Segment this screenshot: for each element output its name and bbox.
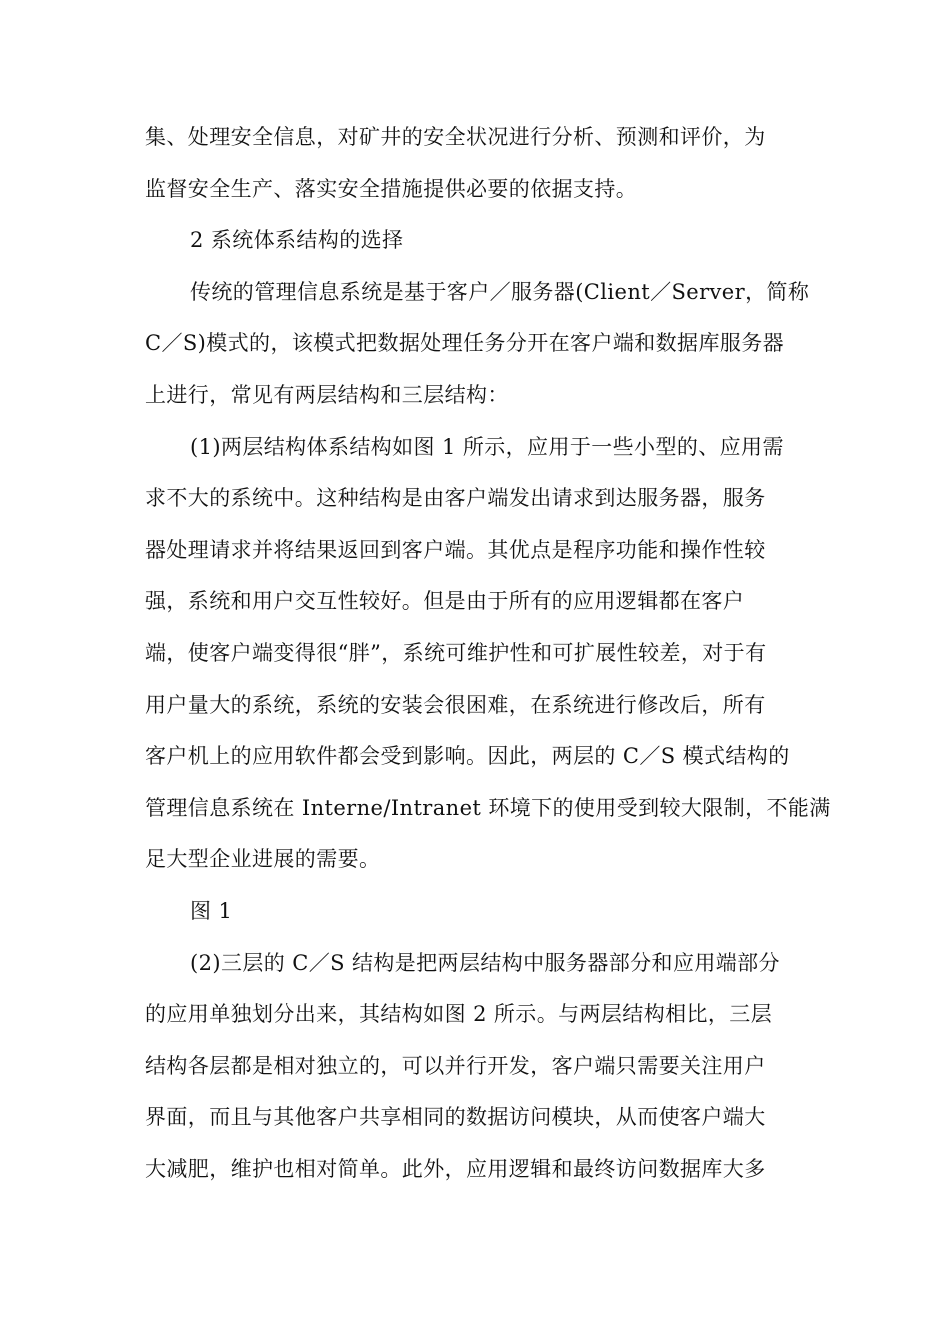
text-line: 器处理请求并将结果返回到客户端。其优点是程序功能和操作性较 (145, 537, 766, 562)
paragraph-cs-intro (145, 267, 810, 422)
text-line: 求不大的系统中。这种结构是由客户端发出请求到达服务器，服务 (145, 486, 766, 511)
text-line: 监督安全生产、落实安全措施提供必要的依据支持。 (145, 176, 638, 201)
text-line: 图 1 (190, 898, 233, 923)
document-body (145, 112, 831, 1195)
text-line: 用户量大的系统，系统的安装会很困难，在系统进行修改后，所有 (145, 692, 766, 717)
text-line: (2)三层的 C／S 结构是把两层结构中服务器部分和应用端部分 (190, 950, 780, 975)
text-line: 足大型企业进展的需要。 (145, 847, 381, 872)
text-line: 结构各层都是相对独立的，可以并行开发，客户端只需要关注用户 (145, 1053, 766, 1078)
text-line: 界面，而且与其他客户共享相同的数据访问模块，从而使客户端大 (145, 1105, 766, 1130)
paragraph-figure-1-caption (145, 886, 807, 938)
text-line: 集、处理安全信息，对矿井的安全状况进行分析、预测和评价，为 (145, 125, 766, 149)
text-line: 客户机上的应用软件都会受到影响。因此，两层的 C／S 模式结构的 (145, 744, 790, 769)
paragraph-two-tier (145, 422, 831, 886)
paragraph-three-tier (145, 938, 807, 1196)
text-line: 传统的管理信息系统是基于客户／服务器(Client／Server，简称 (190, 279, 810, 304)
paragraph-section-heading (145, 215, 807, 267)
text-line: C／S)模式的，该模式把数据处理任务分开在客户端和数据库服务器 (145, 331, 785, 356)
text-line: 端，使客户端变得很“胖”，系统可维护性和可扩展性较差，对于有 (145, 640, 767, 665)
text-line: 大减肥，维护也相对简单。此外，应用逻辑和最终访问数据库大多 (145, 1156, 766, 1181)
text-line: 管理信息系统在 Interne/Intranet 环境下的使用受到较大限制，不能满 (145, 795, 831, 820)
text-line: 2 系统体系结构的选择 (190, 228, 404, 253)
text-line: (1)两层结构体系结构如图 1 所示，应用于一些小型的、应用需 (190, 434, 784, 459)
text-line: 的应用单独划分出来，其结构如图 2 所示。与两层结构相比，三层 (145, 1002, 773, 1027)
paragraph-intro-continuation (145, 112, 807, 215)
text-line: 强，系统和用户交互性较好。但是由于所有的应用逻辑都在客户 (145, 589, 745, 614)
text-line: 上进行，常见有两层结构和三层结构： (145, 382, 509, 407)
